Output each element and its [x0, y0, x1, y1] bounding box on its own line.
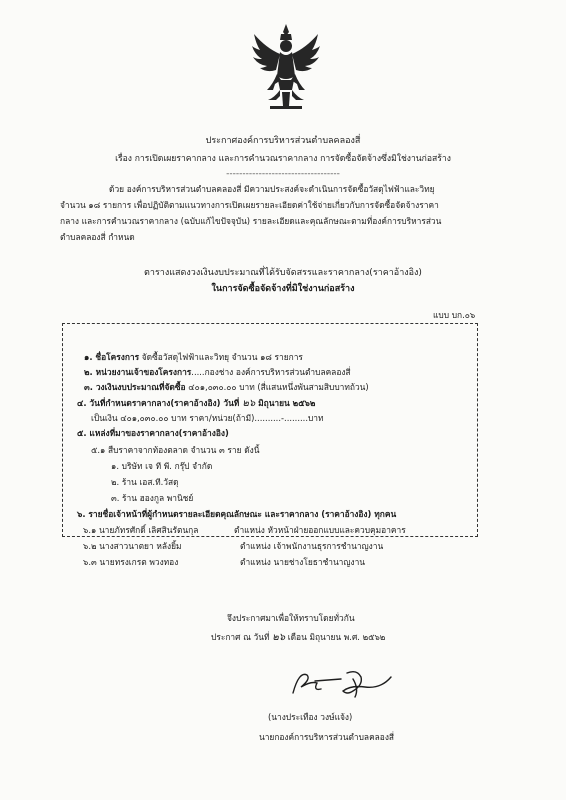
intro-line: จำนวน ๑๘ รายการ เพื่อปฏิบัติตามแนวทางการเปิดเผยรายละเอียดค่าใช้จ่ายเกี่ยวกับการจัดซื้อจัดจ้างราคา [60, 200, 439, 210]
item-project-name [84, 351, 303, 363]
staff-position: ตำแหน่ง หัวหน้าฝ่ายออกแบบและควบคุมอาคาร [234, 525, 406, 535]
date-prefix: ประกาศ ณ วันที่ [211, 632, 270, 642]
staff-position: ตำแหน่ง เจ้าพนักงานธุรการชำนาญงาน [240, 541, 384, 551]
item-label: ๑. ชื่อโครงการ [84, 352, 140, 362]
table-subtitle: ในการจัดซื้อจัดจ้างที่มิใช่งานก่อสร้าง [211, 284, 355, 294]
signer-name: (นางประเทือง วงษ์แจ้ง) [268, 712, 353, 722]
intro-line: ตำบลคลองสี่ กำหนด [60, 232, 135, 242]
item-staff-heading: ๖. รายชื่อเจ้าหน้าที่ผู้กำหนดรายละเอียดคุณลักษณะ และราคากลาง (ราคาอ้างอิง) ทุกคน [77, 509, 397, 519]
staff-name: ๖.๑ นายภัทรศักดิ์ เลิศสินรัตนกุล [83, 525, 199, 535]
item-label: ๓. วงเงินงบประมาณที่จัดซื้อ [84, 382, 186, 392]
item-amount: เป็นเงิน ๔๐๑,๐๓๐.๐๐ บาท ราคา/หน่วย(ถ้ามี)..........-.........บาท [91, 413, 324, 423]
intro-line: ด้วย องค์การบริหารส่วนตำบลคลองสี่ มีความประสงค์จะดำเนินการจัดซื้อวัสดุไฟฟ้าและวิทยุ [109, 184, 435, 194]
staff-name: ๖.๒ นางสาวนาตยา หลังยิ้ม [83, 541, 182, 551]
item-reference-date [77, 397, 315, 410]
date-rest: เดือน มิถุนายน พ.ศ. ๒๕๖๒ [287, 632, 386, 642]
intro-line: กลาง และการคำนวณราคากลาง (ฉบับแก้ไขปัจจุบัน) รายละเอียดและคุณลักษณะตามที่องค์การบริหารส่วน [60, 216, 442, 226]
item-budget [84, 381, 369, 393]
signer-title: นายกองค์การบริหารส่วนตำบลคลองสี่ [259, 732, 395, 742]
item-label: ๒. หน่วยงานเจ้าของโครงการ [84, 367, 192, 377]
item-price-source: ๕. แหล่งที่มาของราคากลาง(ราคาอ้างอิง) [77, 428, 229, 438]
item-label: ๔. วันที่กำหนดราคากลาง(ราคาอ้างอิง) วันที่ [77, 398, 240, 408]
table-title: ตารางแสดงวงเงินงบประมาณที่ได้รับจัดสรรและราคากลาง(ราคาอ้างอิง) [144, 268, 422, 278]
list-item: ๓. ร้าน ฮองกูล พานิชย์ [111, 493, 194, 503]
form-code: แบบ บก.๐๖ [433, 310, 476, 320]
item-value: จัดซื้อวัสดุไฟฟ้าและวิทยุ จำนวน ๑๘ รายการ [141, 352, 303, 362]
announcement-subject: เรื่อง การเปิดเผยราคากลาง และการคำนวณราคากลาง การจัดซื้อจัดจ้างซึ่งมิใช่งานก่อสร้าง [115, 154, 451, 164]
item-value: ๔๐๑,๐๓๐.๐๐ บาท (สี่แสนหนึ่งพันสามสิบบาทถ้วน) [188, 382, 369, 392]
item-owner-unit [84, 366, 351, 378]
item-value: มิถุนายน ๒๕๖๒ [258, 398, 316, 408]
announcement-date [211, 631, 385, 644]
closing-notice: จึงประกาศมาเพื่อให้ทราบโดยทั่วกัน [227, 613, 355, 623]
staff-name: ๖.๓ นายทรงเกรต พวงทอง [83, 557, 179, 567]
list-item: ๑. บริษัท เจ ที พี. กรุ๊ป จำกัด [111, 461, 213, 471]
announcer-title: ประกาศองค์การบริหารส่วนตำบลคลองสี่ [205, 136, 361, 146]
garuda-emblem-icon [250, 22, 322, 112]
handwritten-day: ๒๖ [272, 632, 286, 643]
divider: ----------------------------------- [226, 169, 340, 179]
item-value: .....กองช่าง องค์การบริหารส่วนตำบลคลองสี่ [191, 367, 351, 377]
signature-icon [285, 663, 403, 703]
handwritten-day: ๒๖ [242, 398, 256, 409]
staff-position: ตำแหน่ง นายช่างโยธาชำนาญงาน [240, 557, 366, 567]
list-item: ๒. ร้าน เอส.ที.วัสดุ [111, 477, 179, 487]
item-market-survey: ๕.๑ สืบราคาจากท้องตลาด จำนวน ๓ ราย ดังนี้ [91, 445, 260, 455]
